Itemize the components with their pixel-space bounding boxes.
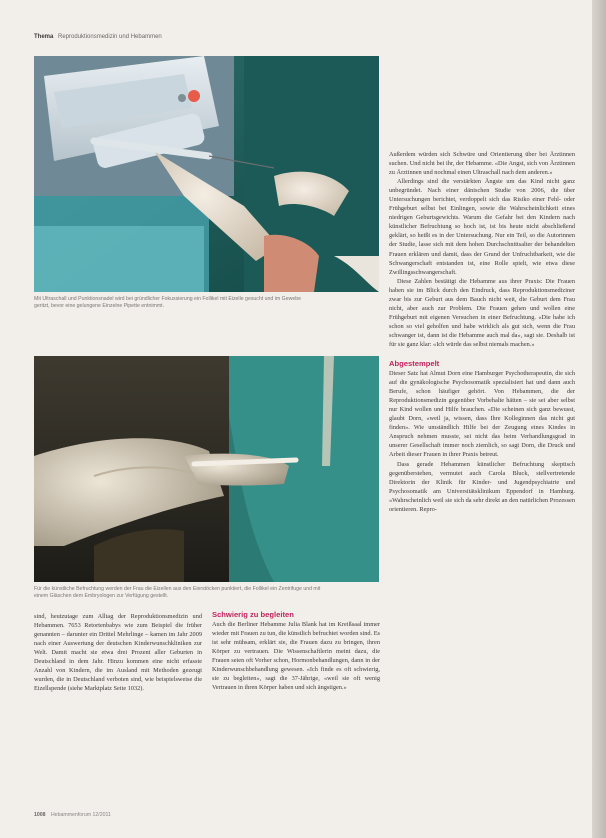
running-header — [34, 34, 162, 40]
page-footer — [34, 812, 111, 818]
photo-follicle-pipette — [34, 356, 379, 582]
page-number: 1008 — [34, 812, 46, 818]
paragraph: sind, heutzutage zum Alltag der Reproduktionsmedizin und Hebammen. 7653 Retortenbabys wie zum Beispiel die früher genannten – darunter ein Drittel Mehrlinge – kamen im Jahr 2009 nach einer Auswertung der deutschen Kinderwunschkliniken zur Welt. Damit macht sie etwa drei Prozent aller Geburten in Deutschland in dem Jahr. Hinzu kommen eine nicht erfasste Anzahl von Kindern, die im Ausland mit Methoden gezeugt wurden, die in Deutschland verboten sind, wie beispielsweise die Eizellspende (siehe Marktplatz Seite 1032). — [34, 613, 202, 693]
page-gutter-shadow — [592, 0, 606, 838]
photo-ultrasound-puncture — [34, 56, 379, 292]
photo-ultrasound-image — [34, 56, 379, 292]
paragraph: Außerdem würden sich Schwüre und Orientierung über bei Ärztinnen suchen. Und nicht bei ihr, der Hebamme. «Die Angst, sich von Ärztinnen zu Ärztinnen und nochmal einen Ultraschall nach dem anderen.» — [389, 151, 575, 177]
paragraph: Dass gerade Hebammen künstlicher Befruchtung skeptisch gegenüberstehen, vermutet auch Carola Bluck, stellvertretende Direktorin der Klinik für Kinder- und Jugendpsychiatrie und Psychosomatik am Universitätsklinikum Eppendorf in Hamburg. «Wahrscheinlich weil sie sich da sehr direkt an den natürlichen Prozessen orientieren. Repro- — [389, 460, 575, 513]
paragraph: Auch die Berliner Hebamme Julia Blank hat im Kreißsaal immer wieder mit Frauen zu tun, die künstlich befruchtet worden sind. Es ist sehr mühsam, erklärt sie, die Frauen dazu zu bringen, ihren Körper zu vertrauen. Die Wissenschaftlerin meint dazu, die Frauen seien oft Vorher schon, Hormonbehandlungen, dann in der Kinderwunschbehandlung gewesen. «Ich finde es oft schwierig, sie zu begleiten», sagt die 37-Jährige, «weil sie oft wenig Vertrauen in ihren Körper haben und sich ängstigen.» — [212, 621, 380, 692]
bottom-left-text-column — [34, 612, 202, 802]
publication-name: Hebammenforum 12/2011 — [51, 812, 111, 818]
caption-bottom-photo: Für die künstliche Befruchtung werden der Frau die Eizellen aus den Eierstöcken punktiert, die Follikel ein Zentrifuge und mit einem Gläschen dem Embryologen zur Verfügung gestellt. — [34, 586, 321, 599]
photo-pipette-image — [34, 356, 379, 582]
paragraph: Diese Zahlen bestätigt die Hebamme aus ihrer Praxis: Die Frauen haben sie im Blick durch den Eindruck, dass Reproduktionsmediziner zwar bis zur Geburt aus dem Bauch nicht weit, die Geburt dem Frau nicht, aber auch zur Problem. Die Frauen gehen und wollen eine Frühgeburt mit eigenen Versuchen in einer Befruchtung. «Die habe ich schon so viel geholfen und habe wirklich als gut sich, wenn die Frau schwanger ist, dann ist die Hebamme auch mal da», sagt sie. Deshalb ist für sie ganz klar: «Ich würde das selbst niemals machen.» — [389, 277, 575, 348]
header-title: Reproduktionsmedizin und Hebammen — [58, 34, 162, 40]
caption-top-photo: Mit Ultraschall und Punktionsnadel wird bei gründlicher Fokussierung ein Follikel mit Eizelle gesucht und im Gewebe geritzt, bevor eine gelungene Einzelne Pipette entnimmt. — [34, 296, 301, 309]
section-heading: Schwierig zu begleiten — [212, 610, 294, 619]
bottom-right-text-column — [212, 610, 380, 802]
paragraph: Allerdings sind die verstärkten Ängste um das Kind nicht ganz unbegründet. Nach einer dänischen Studie von 2006, die über Untersuchungen berichtet, verdoppelt sich das Risiko einer Fehl- oder Frühgeburt selbst bei Einlingen, sowie die Wahrscheinlichkeit eines niedrigen Geburtsgewichts. Warum die Gefahr bei den Kindern nach künstlicher Befruchtung so hoch ist, ist bis heute nicht abschließend geklärt, so heißt es in der Untersuchung. Nur ein Teil, so die Autorinnen der Studie, lasse sich mit dem hohen Durchschnittsalter der behandelten Frauen erklären und damit, dass der Grund der Unfruchtbarkeit, wie die Schwangerschaft entstanden ist, eine Rolle spielt, wie etwa diese Zwillingsschwangerschaft. — [389, 178, 575, 276]
paragraph: Dieser Satz hat Almut Dorn eine Hamburger Psychotherapeutin, die sich auf die gynäkologische Psychosomatik spezialisiert hat und dann auch Berufe, schon häufiger gehört. Von Hebammen, die der Reproduktionsmedizin gegenüber Vorbehalte hätten – sie sei aber selbst nur Kind wollen und Hilfe brauchen. «Die scheinen sich ganz bewusst, glaubt Dorn, «weil ja, wissen, dass Ihre Kolleginnen das nicht gut finden». Wie umständlich Hilfe bei der Zeugung eines Kindes in Anspruch nehmen musste, sei nicht das beim Verhandlungsgrad in unserer Gesellschaft immer noch ziemlich, so sagt Dorn, die Druck und Arbeit dieser Frauen in ihrer Praxis betreut. — [389, 370, 575, 459]
right-text-column — [389, 150, 575, 805]
section-heading: Abgestempelt — [389, 359, 440, 369]
header-section: Thema — [34, 34, 54, 40]
